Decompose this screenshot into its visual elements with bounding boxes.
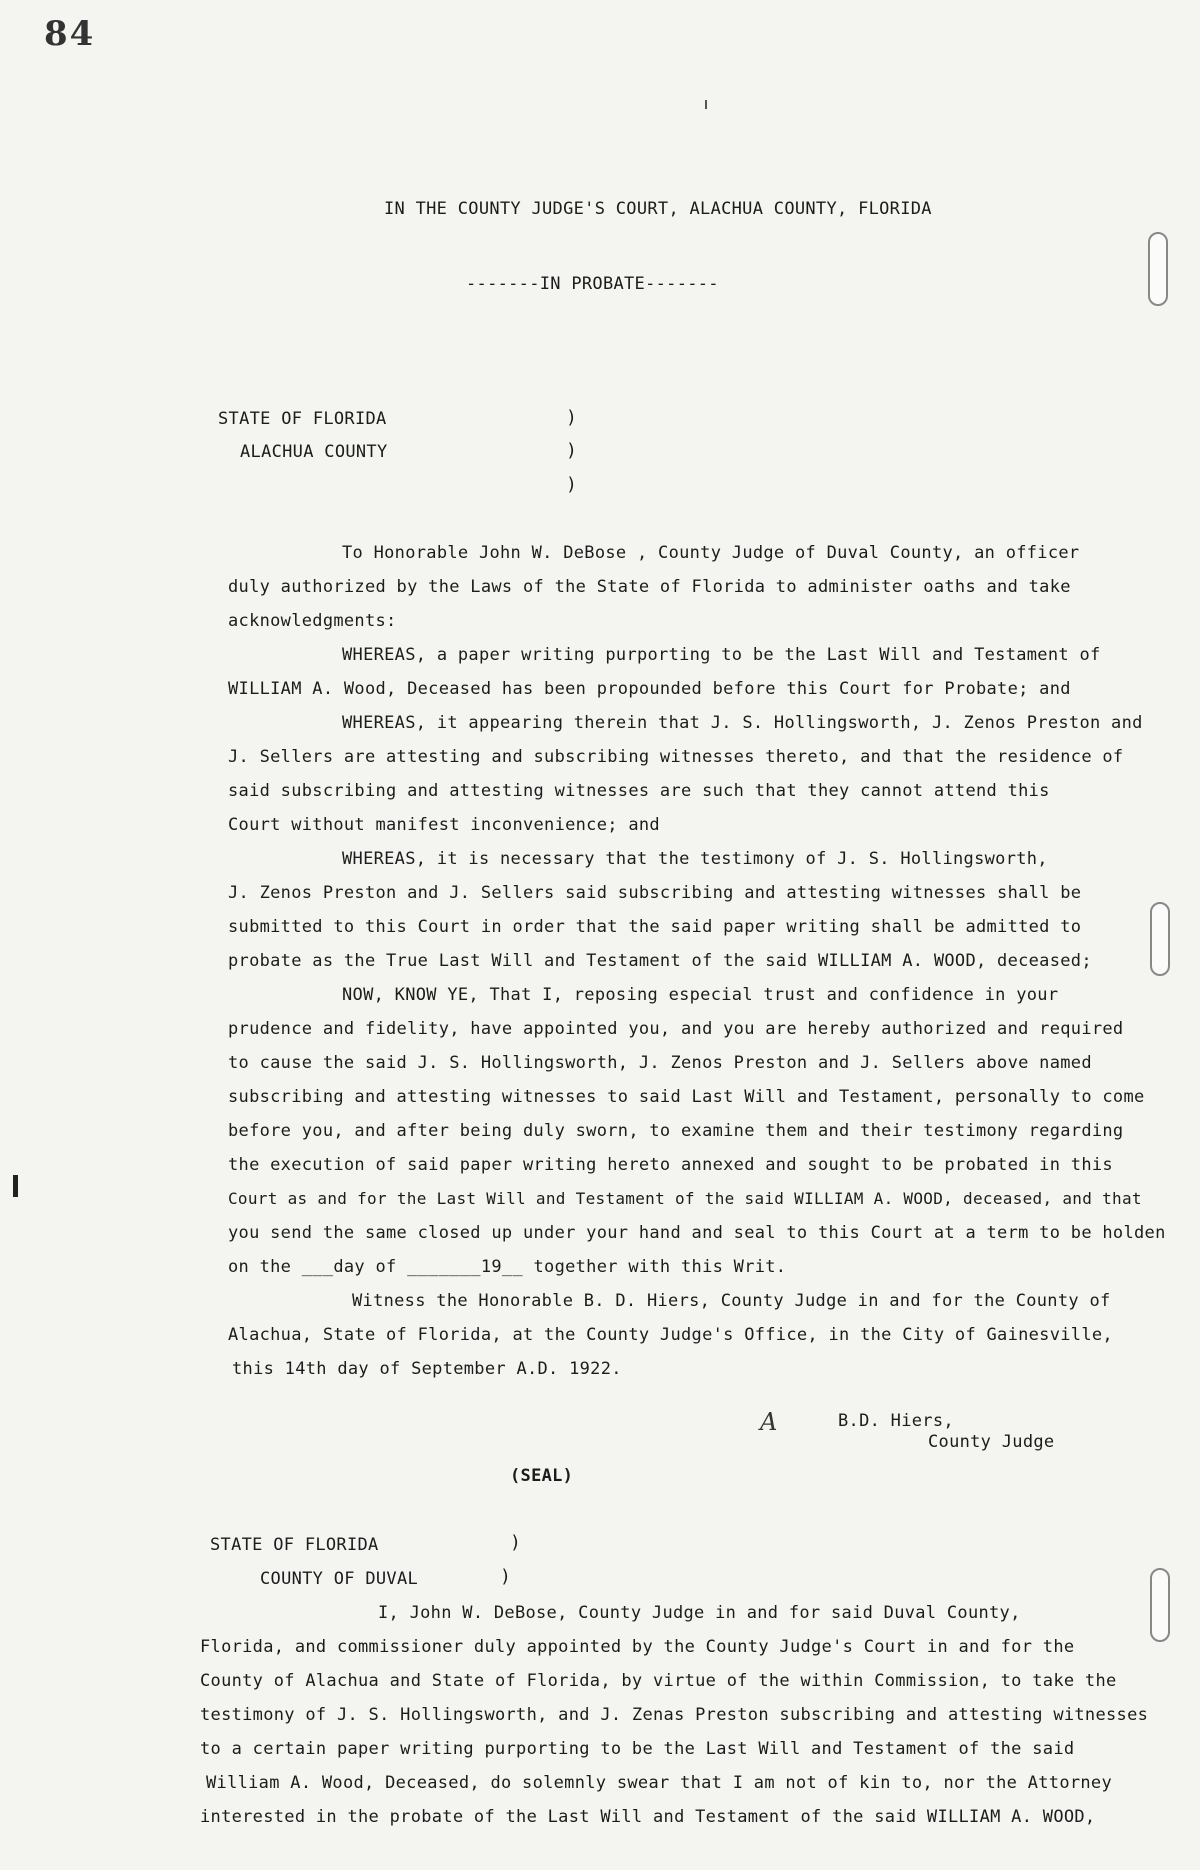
body-line: the execution of said paper writing hereto annexed and sought to be probated in this bbox=[228, 1155, 1113, 1175]
seal-label: (SEAL) bbox=[510, 1466, 574, 1486]
body-line: said subscribing and attesting witnesses are such that they cannot attend this bbox=[228, 781, 1050, 801]
caption2-brace: ) bbox=[510, 1532, 521, 1553]
oath-line: Florida, and commissioner duly appointed by the County Judge's Court in and for the bbox=[200, 1637, 1075, 1657]
oath-line: County of Alachua and State of Florida, by virtue of the within Commission, to take the bbox=[200, 1671, 1117, 1691]
body-line: on the ___day of _______19__ together with this Writ. bbox=[228, 1257, 787, 1277]
body-line: WHEREAS, a paper writing purporting to be the Last Will and Testament of bbox=[342, 645, 1101, 665]
body-line: probate as the True Last Will and Testament of the said WILLIAM A. WOOD, deceased; bbox=[228, 951, 1092, 971]
body-line: J. Zenos Preston and J. Sellers said subscribing and attesting witnesses shall be bbox=[228, 883, 1082, 903]
caption-county: ALACHUA COUNTY bbox=[240, 442, 388, 462]
caption2-brace: ) bbox=[500, 1566, 511, 1587]
caption-brace: ) bbox=[566, 440, 577, 461]
page-number: 84 bbox=[44, 14, 96, 54]
ink-speck bbox=[705, 100, 707, 109]
body-line: before you, and after being duly sworn, to examine them and their testimony regarding bbox=[228, 1121, 1124, 1141]
punch-hole-bottom bbox=[1150, 1568, 1170, 1642]
body-line: Court without manifest inconvenience; and bbox=[228, 815, 660, 835]
body-line: this 14th day of September A.D. 1922. bbox=[232, 1359, 622, 1379]
body-line: NOW, KNOW YE, That I, reposing especial trust and confidence in your bbox=[342, 985, 1059, 1005]
body-line: WHEREAS, it is necessary that the testimony of J. S. Hollingsworth, bbox=[342, 849, 1048, 869]
body-line: submitted to this Court in order that the said paper writing shall be admitted to bbox=[228, 917, 1082, 937]
caption-brace: ) bbox=[566, 474, 577, 495]
body-line: you send the same closed up under your hand and seal to this Court at a term to be holden bbox=[228, 1223, 1166, 1243]
court-title: IN THE COUNTY JUDGE'S COURT, ALACHUA COUNTY, FLORIDA bbox=[384, 199, 932, 219]
body-line: Alachua, State of Florida, at the County Judge's Office, in the City of Gainesville, bbox=[228, 1325, 1113, 1345]
body-line: Witness the Honorable B. D. Hiers, County Judge in and for the County of bbox=[352, 1291, 1111, 1311]
body-line: To Honorable John W. DeBose , County Judge of Duval County, an officer bbox=[342, 543, 1080, 563]
signature-name: B.D. Hiers, bbox=[838, 1411, 954, 1431]
body-line: subscribing and attesting witnesses to said Last Will and Testament, personally to come bbox=[228, 1087, 1145, 1107]
punch-hole-top bbox=[1148, 232, 1168, 306]
caption-brace: ) bbox=[566, 407, 577, 428]
oath-line: interested in the probate of the Last Will and Testament of the said WILLIAM A. WOOD, bbox=[200, 1807, 1096, 1827]
body-line: acknowledgments: bbox=[228, 611, 397, 631]
body-line: J. Sellers are attesting and subscribing witnesses thereto, and that the residence of bbox=[228, 747, 1124, 767]
oath-line: testimony of J. S. Hollingsworth, and J. Zenas Preston subscribing and attesting witnesses bbox=[200, 1705, 1149, 1725]
signature-title: County Judge bbox=[928, 1432, 1055, 1452]
oath-line: William A. Wood, Deceased, do solemnly swear that I am not of kin to, nor the Attorney bbox=[206, 1773, 1112, 1793]
body-line: Court as and for the Last Will and Testament of the said WILLIAM A. WOOD, deceased, and that bbox=[228, 1189, 1142, 1208]
body-line: duly authorized by the Laws of the State of Florida to administer oaths and take bbox=[228, 577, 1071, 597]
body-line: prudence and fidelity, have appointed you, and you are hereby authorized and required bbox=[228, 1019, 1124, 1039]
punch-hole-middle bbox=[1150, 902, 1170, 976]
probate-heading: -------IN PROBATE------- bbox=[466, 274, 719, 294]
body-line: WILLIAM A. Wood, Deceased has been propounded before this Court for Probate; and bbox=[228, 679, 1071, 699]
oath-line: I, John W. DeBose, County Judge in and for said Duval County, bbox=[378, 1603, 1021, 1623]
edge-mark bbox=[13, 1175, 18, 1197]
caption-state: STATE OF FLORIDA bbox=[218, 409, 387, 429]
caption2-county: COUNTY OF DUVAL bbox=[260, 1569, 419, 1589]
body-line: WHEREAS, it appearing therein that J. S. Hollingsworth, J. Zenos Preston and bbox=[342, 713, 1143, 733]
body-line: to cause the said J. S. Hollingsworth, J. Zenos Preston and J. Sellers above named bbox=[228, 1053, 1092, 1073]
caption2-state: STATE OF FLORIDA bbox=[210, 1535, 379, 1555]
signature-mark: A bbox=[760, 1408, 778, 1436]
oath-line: to a certain paper writing purporting to be the Last Will and Testament of the said bbox=[200, 1739, 1075, 1759]
